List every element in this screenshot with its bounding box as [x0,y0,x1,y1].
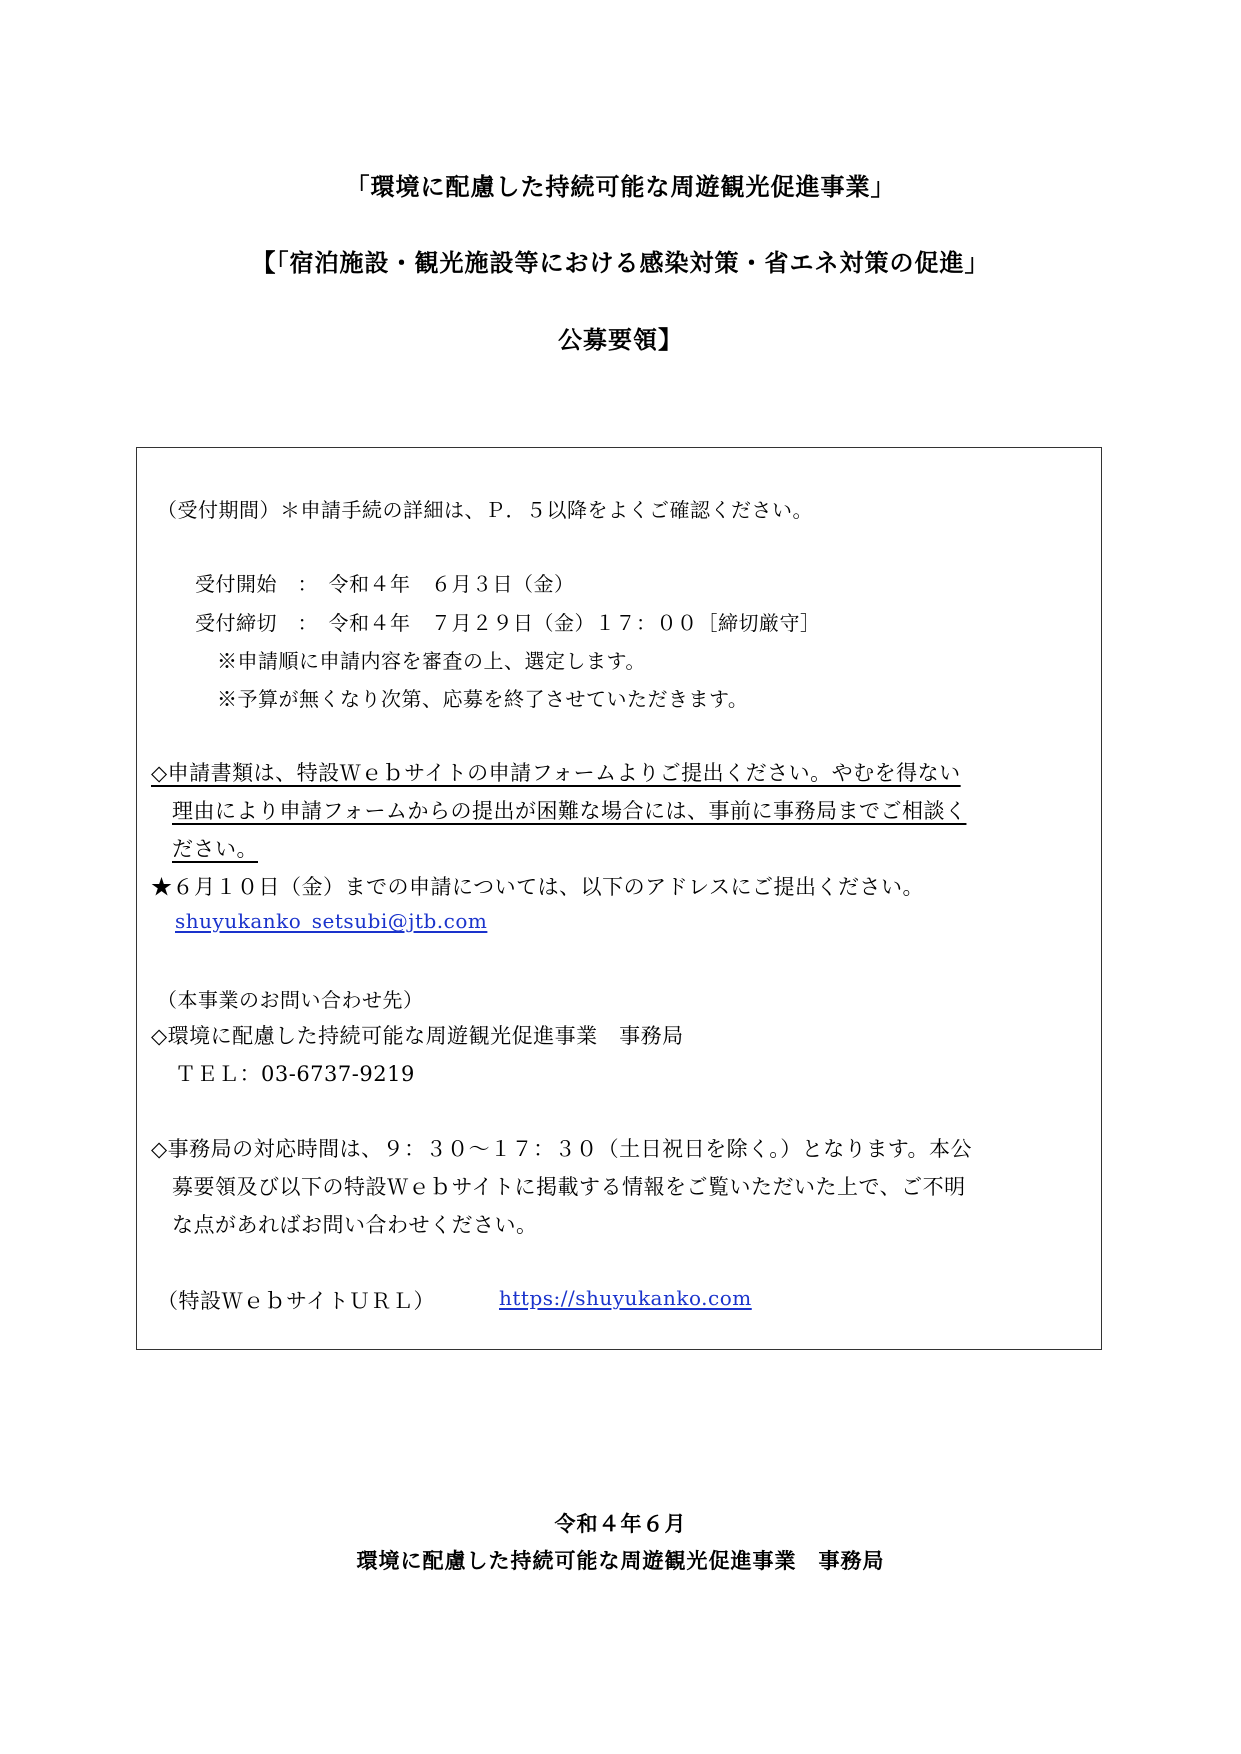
document-title-line2: 【「宿泊施設・観光施設等における感染対策・省エネ対策の促進」 [251,249,990,277]
submission-text-line3: ださい。 [172,837,258,861]
document-title-line1: 「環境に配慮した持続可能な周遊観光促進事業」 [345,173,896,201]
hours-text-line3: な点があればお問い合わせください。 [172,1213,538,1237]
application-info-box [136,447,1102,1350]
footer-organization: 環境に配慮した持続可能な周遊観光促進事業 事務局 [356,1549,885,1573]
period-heading: （受付期間）＊申請手続の詳細は、Ｐ．５以降をよくご確認ください。 [157,498,813,522]
submission-text-line1: ◇申請書類は、特設Ｗｅｂサイトの申請フォームよりご提出ください。やむを得ない [151,761,961,785]
screening-note: ※申請順に申請内容を審査の上、選定します。 [217,649,646,673]
hours-text-line1: ◇事務局の対応時間は、９：３０～１７：３０（土日祝日を除く。）となります。本公 [151,1137,973,1161]
hours-text-line2: 募要領及び以下の特設Ｗｅｂサイトに掲載する情報をご覧いただいた上で、ご不明 [172,1175,966,1199]
contact-organization: ◇環境に配慮した持続可能な周遊観光促進事業 事務局 [151,1024,684,1048]
footer-date: 令和４年６月 [554,1512,687,1536]
deadline-line: 受付締切 ： 令和４年 ７月２９日（金）１７：００［締切厳守］ [195,611,821,635]
phone-number: 03-6737-9219 [261,1062,415,1086]
website-url-label: （特設ＷｅｂサイトＵＲＬ） [157,1289,436,1313]
phone-label: ＴＥＬ： [175,1062,261,1086]
email-submission-note: ★６月１０日（金）までの申請については、以下のアドレスにご提出ください。 [151,875,924,899]
document-title-line3: 公募要領】 [558,326,683,354]
submission-email-link[interactable]: shuyukanko_setsubi@jtb.com [175,909,488,933]
website-url-link[interactable]: https://shuyukanko.com [499,1286,752,1310]
contact-phone [175,1058,415,1088]
start-date-line: 受付開始 ： 令和４年 ６月３日（金） [195,572,575,596]
budget-note: ※予算が無くなり次第、応募を終了させていただきます。 [217,687,749,711]
contact-heading: （本事業のお問い合わせ先） [157,988,424,1012]
submission-text-line2: 理由により申請フォームからの提出が困難な場合には、事前に事務局までご相談く [172,799,967,823]
